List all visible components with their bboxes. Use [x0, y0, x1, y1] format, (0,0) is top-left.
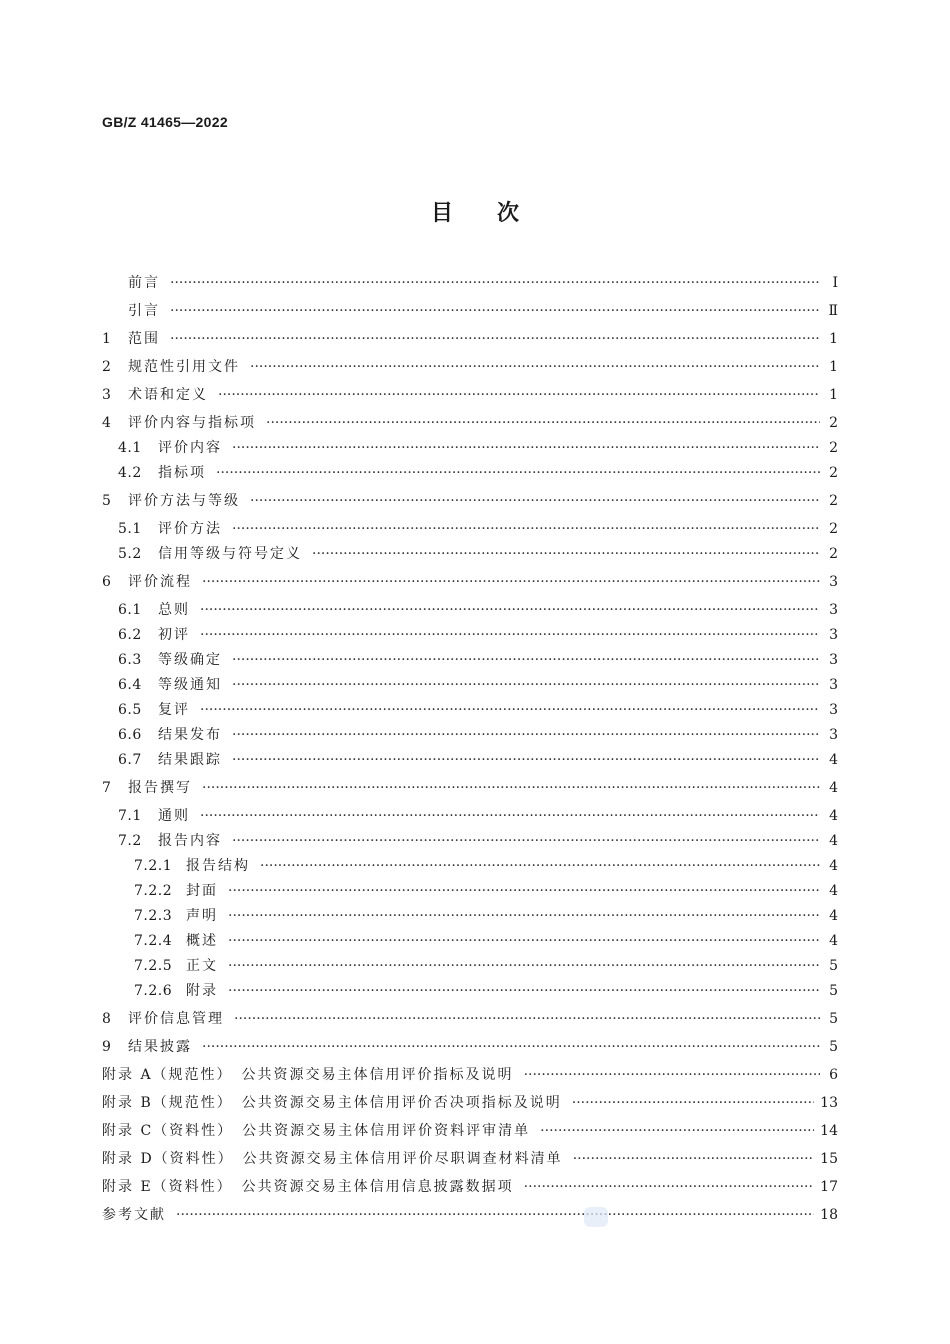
- toc-entry-label: 参考文献: [102, 1207, 166, 1223]
- toc-leader-dots: [572, 1092, 814, 1114]
- toc-leader-dots: [228, 955, 820, 977]
- title-char-1: 目: [430, 201, 453, 226]
- toc-entry[interactable]: [102, 1008, 838, 1030]
- toc-leader-dots: [232, 749, 820, 771]
- toc-entry-label: 评价信息管理: [128, 1011, 224, 1027]
- toc-entry-number: 6.3: [118, 652, 142, 668]
- toc-entry-number: 7.2.2: [134, 883, 173, 899]
- toc-entry[interactable]: [102, 805, 838, 827]
- toc-entry[interactable]: [102, 777, 838, 799]
- toc-entry[interactable]: [102, 880, 838, 902]
- toc-entry[interactable]: [102, 490, 838, 512]
- toc-entry-page: 14: [820, 1123, 838, 1139]
- toc-entry-page: 6: [829, 1067, 838, 1083]
- toc-entry-number: 6.7: [118, 752, 142, 768]
- toc-entry-page: 4: [829, 780, 838, 796]
- toc-entry-number: 3: [102, 387, 112, 403]
- toc-entry-label: 结果跟踪: [158, 752, 222, 768]
- toc-leader-dots: [202, 777, 820, 799]
- toc-entry-page: Ⅱ: [828, 303, 838, 319]
- toc-entry-number: 7.2.4: [134, 933, 173, 949]
- toc-entry[interactable]: [102, 905, 838, 927]
- standard-code: GB/Z 41465—2022: [102, 114, 228, 130]
- toc-entry-label: 评价流程: [128, 574, 192, 590]
- toc-entry-page: 2: [829, 440, 838, 456]
- toc-leader-dots: [228, 905, 820, 927]
- toc-entry-label: 信用等级与符号定义: [158, 546, 302, 562]
- toc-leader-dots: [312, 543, 820, 565]
- toc-entry[interactable]: [102, 980, 838, 1002]
- toc-entry[interactable]: [102, 830, 838, 852]
- toc-entry-page: 1: [829, 387, 838, 403]
- toc-entry-label: 附录: [186, 983, 218, 999]
- toc-entry[interactable]: [102, 1148, 838, 1170]
- toc-entry-number: 4.1: [118, 440, 142, 456]
- toc-entry-number: 2: [102, 359, 112, 375]
- toc-entry-label: 报告结构: [186, 858, 250, 874]
- toc-entry-page: 4: [829, 752, 838, 768]
- toc-entry-page: 5: [829, 1011, 838, 1027]
- toc-entry-number: 5: [102, 493, 112, 509]
- toc-entry-number: 1: [102, 331, 112, 347]
- toc-entry[interactable]: [102, 699, 838, 721]
- toc-entry-page: 4: [829, 908, 838, 924]
- toc-entry-number: 7.2.1: [134, 858, 173, 874]
- toc-entry-number: 7.2.5: [134, 958, 173, 974]
- toc-entry-page: 4: [829, 808, 838, 824]
- toc-entry[interactable]: [102, 272, 838, 294]
- toc-entry[interactable]: [102, 930, 838, 952]
- toc-entry-number: 8: [102, 1011, 112, 1027]
- toc-entry[interactable]: [102, 1204, 838, 1226]
- toc-leader-dots: [232, 830, 820, 852]
- toc-entry-label: 报告撰写: [128, 780, 192, 796]
- toc-entry-label: 评价内容: [158, 440, 222, 456]
- toc-entry-page: 3: [829, 574, 838, 590]
- toc-leader-dots: [232, 724, 820, 746]
- toc-leader-dots: [228, 980, 820, 1002]
- toc-entry-label: 术语和定义: [128, 387, 208, 403]
- toc-entry-page: 4: [829, 833, 838, 849]
- toc-entry-page: 4: [829, 883, 838, 899]
- toc-entry-page: 3: [829, 702, 838, 718]
- toc-entry-label: 报告内容: [158, 833, 222, 849]
- toc-entry-page: 5: [829, 1039, 838, 1055]
- toc-entry[interactable]: [102, 599, 838, 621]
- toc-entry-page: 5: [829, 958, 838, 974]
- toc-leader-dots: [170, 328, 820, 350]
- toc-leader-dots: [250, 356, 820, 378]
- toc-leader-dots: [200, 599, 820, 621]
- toc-entry-page: Ⅰ: [832, 275, 838, 291]
- toc-entry-page: 3: [829, 627, 838, 643]
- toc-leader-dots: [218, 384, 820, 406]
- toc-entry-label: 复评: [158, 702, 190, 718]
- toc-entry[interactable]: [102, 624, 838, 646]
- toc-entry-number: 5.1: [118, 521, 142, 537]
- toc-entry-label: 等级通知: [158, 677, 222, 693]
- toc-entry-label: 规范性引用文件: [128, 359, 240, 375]
- toc-entry-label: 附录 B（规范性） 公共资源交易主体信用评价否决项指标及说明: [102, 1095, 562, 1111]
- toc-leader-dots: [228, 930, 820, 952]
- toc-leader-dots: [216, 462, 820, 484]
- toc-entry[interactable]: [102, 571, 838, 593]
- toc-entry[interactable]: [102, 1036, 838, 1058]
- toc-leader-dots: [232, 649, 820, 671]
- toc-entry-label: 正文: [186, 958, 218, 974]
- toc-entry-number: 6.2: [118, 627, 142, 643]
- toc-entry-page: 5: [829, 983, 838, 999]
- toc-entry-number: 6.1: [118, 602, 142, 618]
- toc-leader-dots: [176, 1204, 814, 1226]
- toc-leader-dots: [202, 571, 820, 593]
- toc-entry[interactable]: [102, 855, 838, 877]
- toc-entry-label: 结果披露: [128, 1039, 192, 1055]
- toc-entry-page: 18: [820, 1207, 838, 1223]
- toc-entry-page: 2: [829, 493, 838, 509]
- toc-leader-dots: [266, 412, 820, 434]
- toc-entry-page: 2: [829, 546, 838, 562]
- toc-entry-label: 附录 E（资料性） 公共资源交易主体信用信息披露数据项: [102, 1179, 514, 1195]
- toc-entry-page: 3: [829, 602, 838, 618]
- toc-entry-page: 4: [829, 858, 838, 874]
- toc-leader-dots: [202, 1036, 820, 1058]
- toc-leader-dots: [200, 624, 820, 646]
- toc-entry-number: 6.6: [118, 727, 142, 743]
- toc-leader-dots: [200, 699, 820, 721]
- toc-entry-number: 6.4: [118, 677, 142, 693]
- toc-entry-number: 5.2: [118, 546, 142, 562]
- toc-entry[interactable]: [102, 674, 838, 696]
- toc-entry-page: 13: [820, 1095, 838, 1111]
- title-char-2: 次: [497, 201, 520, 226]
- toc-entry-number: 7.2: [118, 833, 142, 849]
- toc-entry-label: 附录 D（资料性） 公共资源交易主体信用评价尽职调查材料清单: [102, 1151, 563, 1167]
- toc-entry-label: 概述: [186, 933, 218, 949]
- toc-entry[interactable]: [102, 1120, 838, 1142]
- toc-entry[interactable]: [102, 462, 838, 484]
- toc-entry-page: 1: [829, 359, 838, 375]
- toc-entry-number: 7.1: [118, 808, 142, 824]
- page-mark: [584, 1207, 608, 1227]
- toc-leader-dots: [170, 272, 820, 294]
- toc-entry[interactable]: [102, 955, 838, 977]
- toc-entry[interactable]: [102, 724, 838, 746]
- toc-entry-page: 17: [820, 1179, 838, 1195]
- toc-entry[interactable]: [102, 356, 838, 378]
- toc-leader-dots: [524, 1064, 820, 1086]
- toc-entry-number: 7.2.6: [134, 983, 173, 999]
- toc-leader-dots: [573, 1148, 814, 1170]
- toc-leader-dots: [232, 518, 820, 540]
- toc-entry-label: 评价方法与等级: [128, 493, 240, 509]
- toc-entry-label: 通则: [158, 808, 190, 824]
- toc-entry[interactable]: [102, 384, 838, 406]
- toc-entry-label: 附录 A（规范性） 公共资源交易主体信用评价指标及说明: [102, 1067, 514, 1083]
- toc-entry-number: 4.2: [118, 465, 142, 481]
- toc-entry[interactable]: [102, 1176, 838, 1198]
- toc-entry[interactable]: [102, 1064, 838, 1086]
- toc-entry-number: 7.2.3: [134, 908, 173, 924]
- toc-entry-label: 初评: [158, 627, 190, 643]
- toc-leader-dots: [170, 300, 820, 322]
- toc-entry-number: 6.5: [118, 702, 142, 718]
- toc-leader-dots: [232, 674, 820, 696]
- toc-entry-number: 4: [102, 415, 112, 431]
- toc-entry-page: 3: [829, 652, 838, 668]
- toc-entry-page: 15: [820, 1151, 838, 1167]
- toc-leader-dots: [540, 1120, 814, 1142]
- toc-entry-label: 引言: [128, 303, 160, 319]
- toc-entry-label: 总则: [158, 602, 190, 618]
- toc-entry[interactable]: [102, 1092, 838, 1114]
- toc-entry[interactable]: [102, 412, 838, 434]
- toc-leader-dots: [200, 805, 820, 827]
- toc-entry[interactable]: [102, 749, 838, 771]
- toc-entry-label: 评价方法: [158, 521, 222, 537]
- toc-leader-dots: [234, 1008, 820, 1030]
- toc-entry-label: 指标项: [158, 465, 206, 481]
- toc-leader-dots: [524, 1176, 815, 1198]
- toc-entry-label: 等级确定: [158, 652, 222, 668]
- toc-entry[interactable]: [102, 543, 838, 565]
- toc-leader-dots: [250, 490, 820, 512]
- toc-entry-number: 9: [102, 1039, 112, 1055]
- toc-entry-label: 声明: [186, 908, 218, 924]
- toc-entry-number: 6: [102, 574, 112, 590]
- toc-entry-page: 3: [829, 677, 838, 693]
- toc-entry[interactable]: [102, 649, 838, 671]
- toc-entry-label: 前言: [128, 275, 160, 291]
- toc-entry-page: 2: [829, 465, 838, 481]
- toc-entry-page: 1: [829, 331, 838, 347]
- toc-entry[interactable]: [102, 437, 838, 459]
- toc-leader-dots: [228, 880, 820, 902]
- toc-entry-page: 2: [829, 521, 838, 537]
- page-title: [0, 196, 950, 227]
- toc-entry-page: 2: [829, 415, 838, 431]
- toc-leader-dots: [232, 437, 820, 459]
- toc-entry-page: 3: [829, 727, 838, 743]
- toc-entry[interactable]: [102, 328, 838, 350]
- toc-entry-page: 4: [829, 933, 838, 949]
- toc-entry-label: 评价内容与指标项: [128, 415, 256, 431]
- toc-entry[interactable]: [102, 300, 838, 322]
- toc-entry-label: 范围: [128, 331, 160, 347]
- toc-entry-number: 7: [102, 780, 112, 796]
- toc-entry-label: 结果发布: [158, 727, 222, 743]
- toc-entry[interactable]: [102, 518, 838, 540]
- toc-entry-label: 封面: [186, 883, 218, 899]
- toc-leader-dots: [260, 855, 820, 877]
- toc-entry-label: 附录 C（资料性） 公共资源交易主体信用评价资料评审清单: [102, 1123, 531, 1139]
